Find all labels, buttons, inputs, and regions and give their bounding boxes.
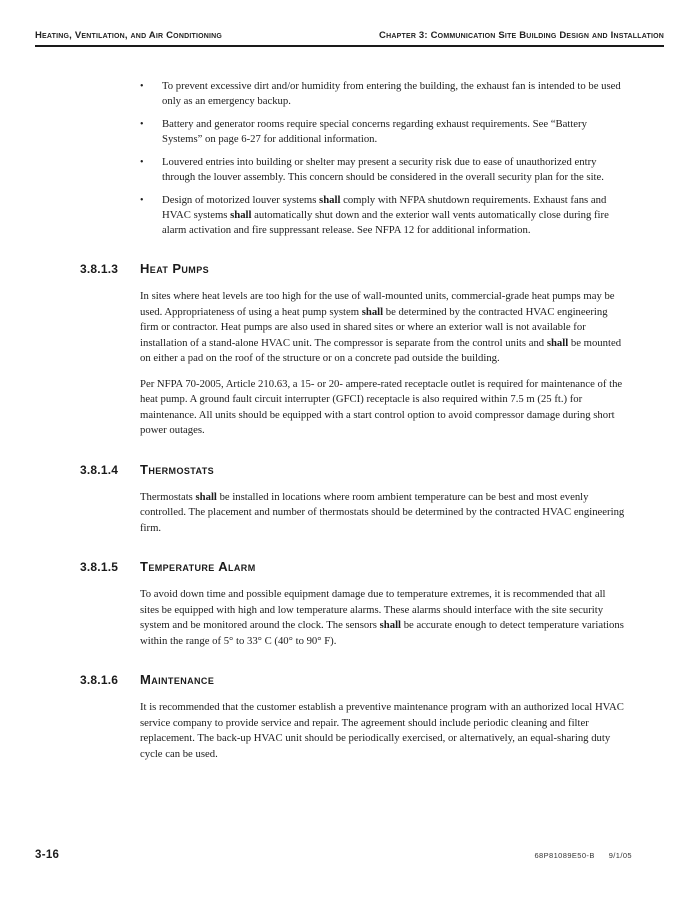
section-number: 3.8.1.3 — [80, 262, 119, 276]
running-header-left: Heating, Ventilation, and Air Conditioning — [35, 30, 223, 41]
section-body — [140, 289, 627, 439]
section-body — [140, 587, 627, 649]
section-number: 3.8.1.4 — [80, 462, 119, 477]
bullet-icon: • — [140, 119, 144, 130]
footer-page-number: 3-16 — [35, 849, 60, 861]
section-number: 3.8.1.5 — [80, 560, 119, 574]
footer-date: 9/1/05 — [608, 851, 632, 860]
section-body — [140, 490, 627, 537]
bullet-icon: • — [140, 195, 144, 206]
running-header-right: Chapter 3: Communication Site Building Design and Installation — [379, 30, 664, 41]
bullet-list — [140, 79, 627, 238]
section-heat-pumps — [80, 261, 627, 439]
section-heading — [80, 261, 627, 276]
bullet-item — [140, 117, 627, 147]
section-heading — [80, 559, 627, 574]
bullet-icon: • — [140, 157, 144, 168]
bullet-text: Battery and generator rooms require special concerns regarding exhaust requirements. See “Battery Systems” on page 6-27 for additional information. — [162, 118, 587, 145]
page-footer — [35, 849, 632, 861]
bullet-icon: • — [140, 81, 144, 92]
paragraph: It is recommended that the customer establish a preventive maintenance program with an authorized local HVAC service company to provide service and repair. The agreement should include periodic cleaning and filter replacement. The back-up HVAC unit should be periodically exercised, or alternatively, an equal-sharing duty cycle can be used. — [140, 701, 624, 760]
footer-doc-number: 68P81089E50-B — [534, 851, 595, 860]
section-heading — [80, 462, 627, 477]
paragraph: In sites where heat levels are too high for the use of wall-mounted units, commercial-grade heat pumps may be used. Appropriateness of using a heat pump system shall be determined by the contracted HVAC engineering firm or contractor. Heat pumps are also used in shared sites or where an exterior wall is not available for installation of a stand-alone HVAC unit. The compressor is separate from the control units and shall be mounted on either a pad on the roof of the structure or on a concrete pad outside the building. — [140, 290, 622, 364]
bullet-item — [140, 79, 627, 109]
section-number: 3.8.1.6 — [80, 673, 119, 687]
bullet-text: Design of motorized louver systems shall comply with NFPA shutdown requirements. Exhaust fans and HVAC systems shall automatically shut down and the exterior wall vents automatically close during fire alarm activation and fire suppressant release. See NFPA 12 for additional information. — [162, 194, 609, 236]
running-header — [35, 30, 664, 47]
paragraph: To avoid down time and possible equipment damage due to temperature extremes, it is recommended that all sites be equipped with high and low temperature alarms. These alarms should interface with the site security system and be monitored around the clock. The sensors shall be accurate enough to detect temperature variations within the range of 5° to 33° C (40° to 90° F). — [140, 588, 624, 647]
bullet-text: Louvered entries into building or shelter may present a security risk due to ease of unauthorized entry through the louver assembly. This concern should be considered in the overall security plan for the site. — [162, 156, 604, 183]
bullet-text: To prevent excessive dirt and/or humidity from entering the building, the exhaust fan is intended to be used only as an emergency backup. — [162, 80, 621, 107]
section-temperature-alarm — [80, 559, 627, 649]
bullet-item — [140, 155, 627, 185]
paragraph: Thermostats shall be installed in locations where room ambient temperature can be best and most evenly controlled. The placement and number of thermostats should be determined by the contracted HVAC engineering firm. — [140, 490, 625, 534]
section-heading — [80, 672, 627, 687]
section-thermostats — [80, 462, 627, 537]
section-title: Thermostats — [140, 461, 215, 477]
paragraph: Per NFPA 70-2005, Article 210.63, a 15- or 20- ampere-rated receptacle outlet is required for maintenance of the heat pump. A ground fault circuit interrupter (GFCI) receptacle is also required within 7.5 m (25 ft.) for maintenance. All units should be equipped with a start control option to avoid compressor damage during short power outages. — [140, 377, 623, 436]
page-content — [80, 79, 627, 772]
footer-doc-info — [534, 851, 632, 860]
section-title: Heat Pumps — [140, 261, 210, 276]
section-body — [140, 700, 627, 762]
section-maintenance — [80, 672, 627, 762]
bullet-item — [140, 193, 627, 238]
section-title: Temperature Alarm — [140, 559, 256, 574]
section-title: Maintenance — [140, 672, 215, 687]
